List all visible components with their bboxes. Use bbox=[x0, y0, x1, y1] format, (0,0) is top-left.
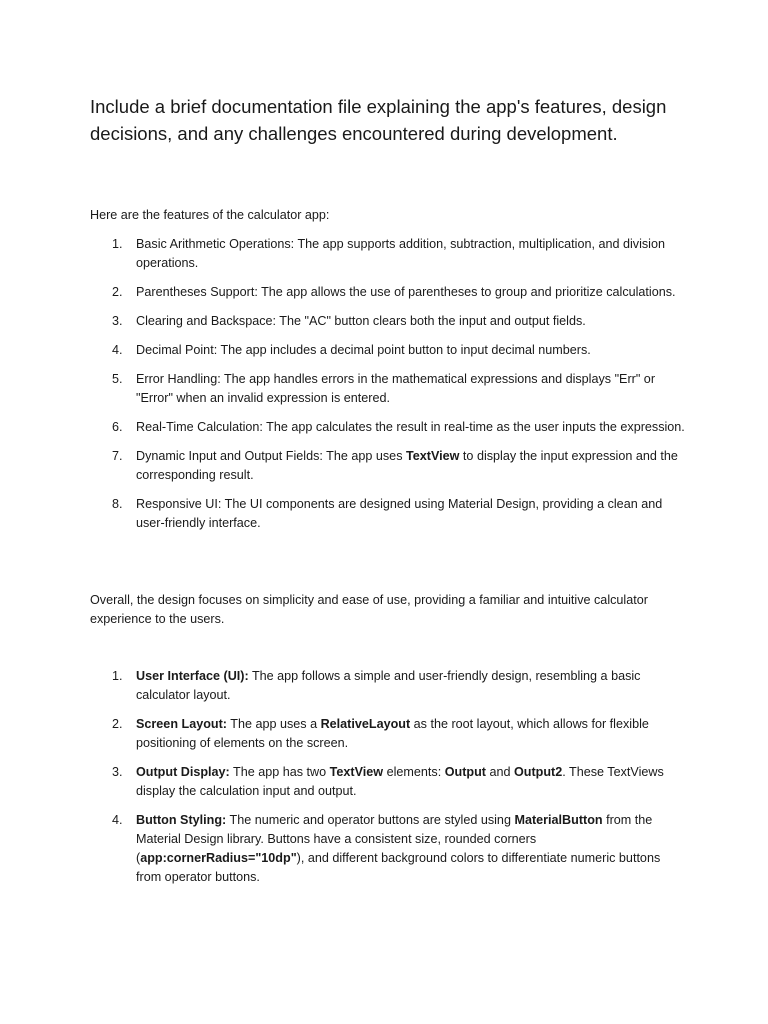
list-item: 2. Parentheses Support: The app allows the use of parentheses to group and prioritize calculations. bbox=[112, 285, 676, 299]
list-item-text: Clearing and Backspace: The "AC" button clears both the input and output fields. bbox=[136, 314, 586, 328]
list-item: 8. Responsive UI: The UI components are designed using Material Design, providing a clean and user-friendly interface. bbox=[112, 497, 663, 530]
list-item: 1. Basic Arithmetic Operations: The app supports addition, subtraction, multiplication, and division operations. bbox=[112, 237, 665, 270]
list-item: 3. Output Display: The app has two TextView elements: Output and Output2. These TextViews display the calculation input and output. bbox=[112, 765, 664, 798]
list-item: 7. Dynamic Input and Output Fields: The app uses TextView to display the input expression and the corresponding result. bbox=[112, 449, 678, 482]
design-list bbox=[90, 667, 686, 897]
item-label: Output Display: bbox=[136, 765, 230, 779]
list-item: 6. Real-Time Calculation: The app calculates the result in real-time as the user inputs the expression. bbox=[112, 420, 685, 434]
item-label: Button Styling: bbox=[136, 813, 227, 827]
bold-term: RelativeLayout bbox=[320, 717, 411, 731]
item-label: User Interface (UI): bbox=[136, 669, 249, 683]
bold-term: TextView bbox=[329, 765, 384, 779]
list-item: 2. Screen Layout: The app uses a RelativeLayout as the root layout, which allows for flexible positioning of elements on the screen. bbox=[112, 717, 649, 750]
bold-term: app:cornerRadius="10dp" bbox=[140, 851, 297, 865]
page-heading: Include a brief documentation file explaining the app's features, design decisions, and any challenges encountered during development. bbox=[90, 96, 667, 144]
item-label: Screen Layout: bbox=[136, 717, 227, 731]
bold-term: Output bbox=[444, 765, 486, 779]
list-item-text: Real-Time Calculation: The app calculates the result in real-time as the user inputs the expression. bbox=[136, 420, 685, 434]
list-item-text: Basic Arithmetic Operations: The app supports addition, subtraction, multiplication, and division operations. bbox=[136, 237, 665, 270]
bold-term: Output2 bbox=[513, 765, 563, 779]
list-item: 4. Button Styling: The numeric and operator buttons are styled using MaterialButton from the Material Design library. Buttons have a consistent size, rounded corners (app:cornerRadius="10dp"), and different background colors to differentiate numeric buttons from operator buttons. bbox=[112, 813, 661, 884]
bold-term: TextView bbox=[406, 449, 460, 463]
list-item-text: Error Handling: The app handles errors in the mathematical expressions and displays "Err" or "Error" when an invalid expression is entered. bbox=[136, 372, 656, 405]
features-list bbox=[90, 235, 686, 543]
list-item-text: Parentheses Support: The app allows the use of parentheses to group and prioritize calculations. bbox=[136, 285, 676, 299]
list-item: 4. Decimal Point: The app includes a decimal point button to input decimal numbers. bbox=[112, 343, 591, 357]
list-item: 5. Error Handling: The app handles errors in the mathematical expressions and displays "Err" or "Error" when an invalid expression is entered. bbox=[112, 372, 656, 405]
features-intro: Here are the features of the calculator app: bbox=[90, 208, 330, 222]
overall-paragraph: Overall, the design focuses on simplicity and ease of use, providing a familiar and intuitive calculator experience to the users. bbox=[90, 593, 648, 626]
bold-term: MaterialButton bbox=[514, 813, 603, 827]
list-item-text: Responsive UI: The UI components are designed using Material Design, providing a clean and user-friendly interface. bbox=[136, 497, 663, 530]
list-item-text: Decimal Point: The app includes a decimal point button to input decimal numbers. bbox=[136, 343, 591, 357]
list-item: 3. Clearing and Backspace: The "AC" button clears both the input and output fields. bbox=[112, 314, 586, 328]
list-item: 1. User Interface (UI): The app follows a simple and user-friendly design, resembling a basic calculator layout. bbox=[112, 669, 641, 702]
